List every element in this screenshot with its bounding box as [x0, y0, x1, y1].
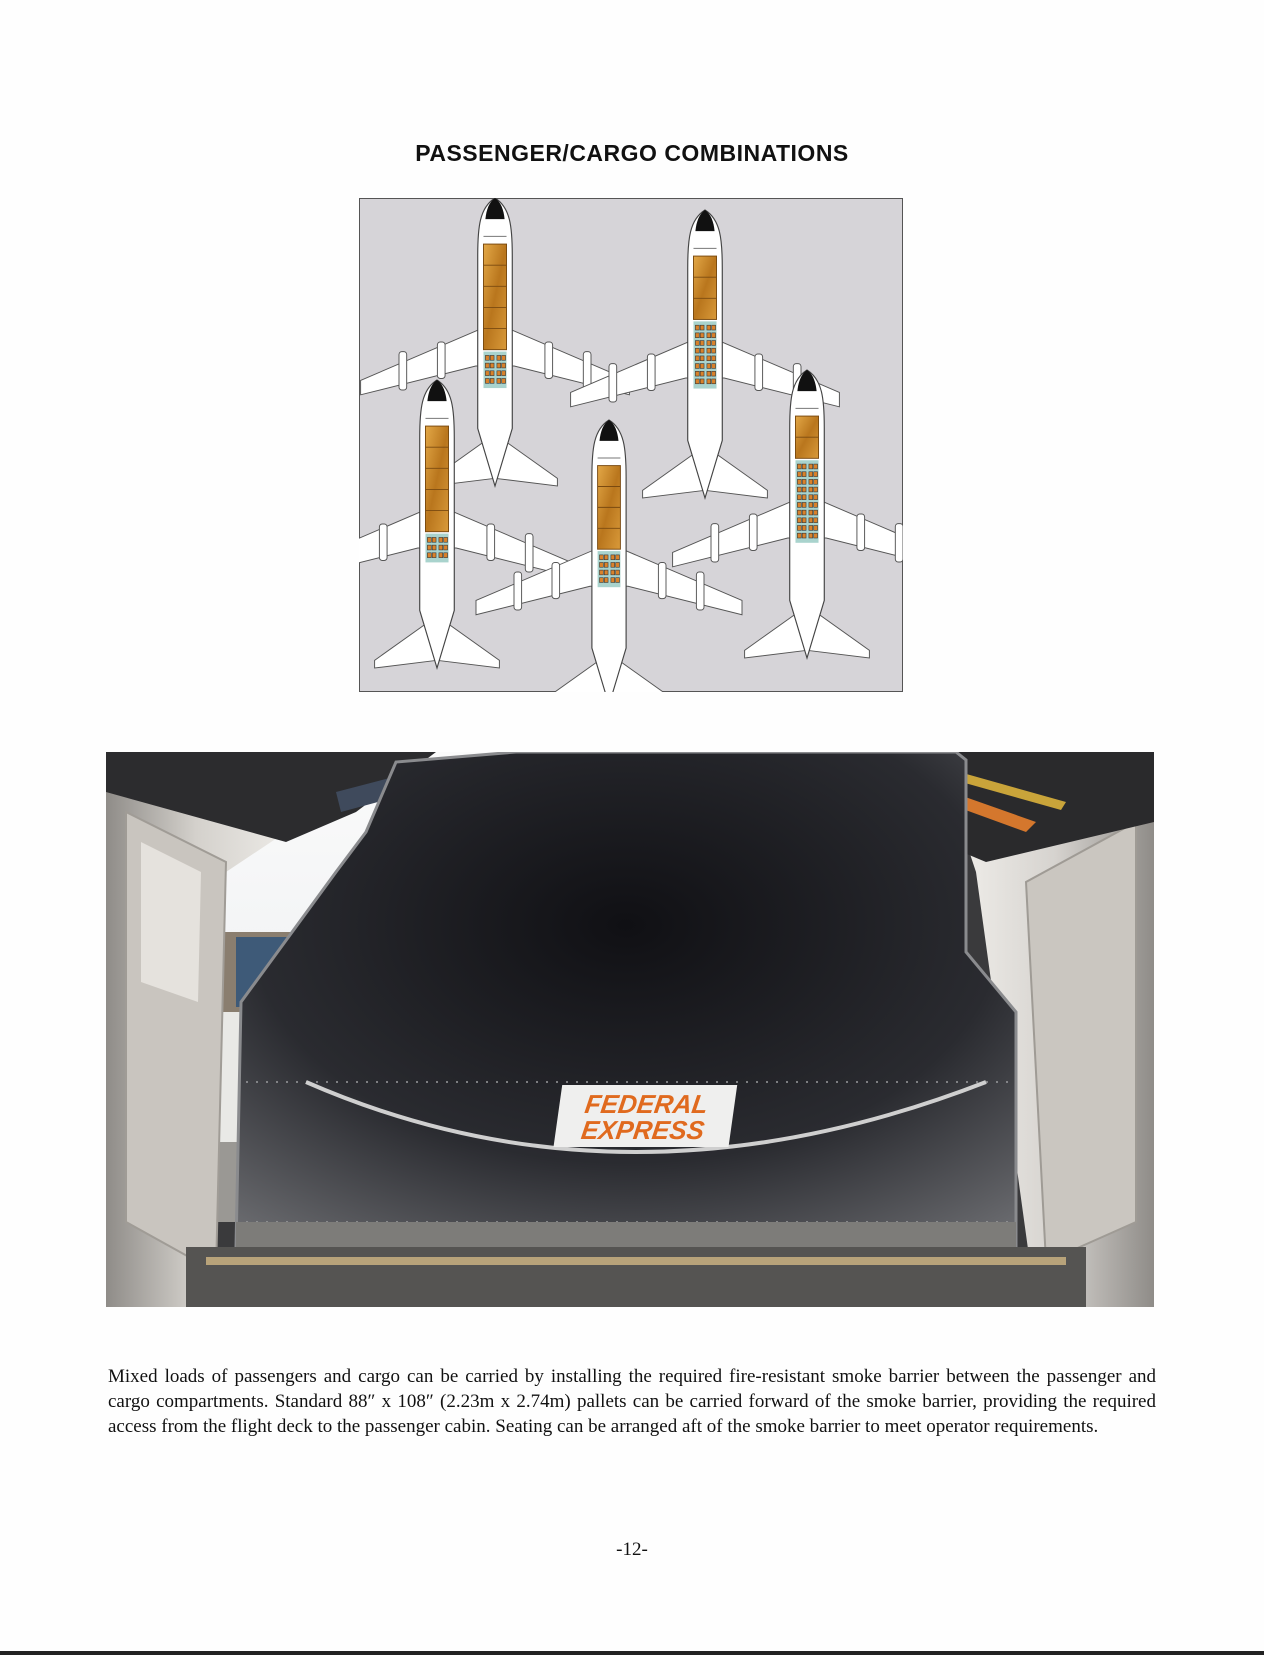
seat: [809, 464, 813, 469]
seat: [695, 325, 699, 330]
seat: [485, 371, 489, 376]
seat: [695, 371, 699, 376]
seat: [809, 510, 813, 515]
seat: [695, 356, 699, 361]
seat: [490, 363, 494, 368]
seat: [695, 333, 699, 338]
seat: [502, 378, 506, 383]
seat: [497, 355, 501, 360]
seat: [604, 555, 608, 560]
seat: [809, 518, 813, 523]
seat: [444, 553, 448, 558]
seat: [600, 578, 604, 583]
seat: [809, 526, 813, 531]
seat: [427, 553, 431, 558]
seat: [611, 578, 615, 583]
seat: [814, 472, 818, 477]
seat: [600, 570, 604, 575]
seat: [432, 537, 436, 542]
seat: [485, 378, 489, 383]
seat: [490, 371, 494, 376]
passenger-cargo-diagram: [359, 198, 903, 692]
seat: [611, 555, 615, 560]
seat: [497, 371, 501, 376]
seat: [604, 570, 608, 575]
seat: [797, 526, 801, 531]
seat: [502, 363, 506, 368]
seat: [502, 371, 506, 376]
seat: [712, 356, 716, 361]
page-number: -12-: [616, 1539, 648, 1560]
seat: [809, 502, 813, 507]
seat: [814, 479, 818, 484]
seat: [797, 518, 801, 523]
seat: [444, 545, 448, 550]
seat: [814, 502, 818, 507]
seat: [814, 533, 818, 538]
seat: [802, 479, 806, 484]
seat: [502, 355, 506, 360]
seat: [712, 348, 716, 353]
seat: [485, 363, 489, 368]
seat: [604, 563, 608, 568]
seat: [814, 510, 818, 515]
seat: [490, 355, 494, 360]
seat: [809, 479, 813, 484]
seat: [802, 464, 806, 469]
bottom-rule: [0, 1651, 1264, 1655]
seat: [802, 518, 806, 523]
cargo-zone: [425, 426, 448, 532]
seat: [616, 578, 620, 583]
seat: [695, 364, 699, 369]
seat: [427, 537, 431, 542]
seat: [695, 341, 699, 346]
seat: [712, 364, 716, 369]
seat: [814, 495, 818, 500]
seat: [814, 464, 818, 469]
cargo-zone: [693, 256, 716, 319]
seat: [616, 570, 620, 575]
seat: [797, 472, 801, 477]
federal-express-logo: [554, 1085, 738, 1147]
seat: [712, 371, 716, 376]
seat: [814, 518, 818, 523]
seat: [700, 379, 704, 384]
seat: [700, 348, 704, 353]
seat: [814, 526, 818, 531]
seat: [802, 495, 806, 500]
seat: [600, 563, 604, 568]
seat: [809, 495, 813, 500]
seat: [797, 495, 801, 500]
seat: [700, 341, 704, 346]
seat: [797, 479, 801, 484]
seat: [809, 487, 813, 492]
seat: [802, 510, 806, 515]
seat: [797, 487, 801, 492]
seat: [700, 371, 704, 376]
seat: [797, 533, 801, 538]
seat: [707, 341, 711, 346]
seat: [802, 533, 806, 538]
seat: [712, 379, 716, 384]
seat: [497, 378, 501, 383]
seat: [707, 364, 711, 369]
seat: [611, 563, 615, 568]
seat: [700, 356, 704, 361]
seat: [439, 553, 443, 558]
cargo-zone: [483, 244, 506, 350]
seat: [809, 472, 813, 477]
seat: [604, 578, 608, 583]
seat: [707, 325, 711, 330]
seat: [712, 325, 716, 330]
seat: [700, 364, 704, 369]
seat: [427, 545, 431, 550]
seat: [700, 325, 704, 330]
seat: [802, 502, 806, 507]
seat: [802, 472, 806, 477]
seat: [802, 487, 806, 492]
seat: [611, 570, 615, 575]
passenger-cabin: [693, 321, 716, 388]
seat: [439, 545, 443, 550]
seat: [490, 378, 494, 383]
seat: [497, 363, 501, 368]
logo-line1: FEDERAL: [583, 1089, 710, 1119]
seat: [797, 510, 801, 515]
seat: [712, 333, 716, 338]
seat: [712, 341, 716, 346]
page-title: PASSENGER/CARGO COMBINATIONS: [415, 140, 849, 166]
seat: [797, 502, 801, 507]
seat: [439, 537, 443, 542]
seat: [707, 348, 711, 353]
seat: [695, 348, 699, 353]
seat: [616, 555, 620, 560]
seat: [485, 355, 489, 360]
caption-paragraph: Mixed loads of passengers and cargo can be carried by installing the required fire-resistant smoke barrier between the passenger and cargo compartments. Standard 88″ x 108″ (2.23m x 2.74m) pallets can be carried forward of the smoke barrier, providing the required access from the flight deck to the passenger cabin. Seating can be arranged aft of the smoke barrier to meet operator requirements.: [108, 1366, 1156, 1437]
seat: [600, 555, 604, 560]
seat: [616, 563, 620, 568]
seat: [802, 526, 806, 531]
seat: [814, 487, 818, 492]
seat: [707, 379, 711, 384]
seat: [707, 371, 711, 376]
seat: [809, 533, 813, 538]
seat: [432, 545, 436, 550]
seat: [700, 333, 704, 338]
logo-line2: EXPRESS: [579, 1115, 707, 1145]
seat: [695, 379, 699, 384]
seat: [797, 464, 801, 469]
seat: [444, 537, 448, 542]
seat: [432, 553, 436, 558]
seat: [707, 356, 711, 361]
cargo-barrier-photo: [106, 752, 1154, 1307]
seat: [707, 333, 711, 338]
